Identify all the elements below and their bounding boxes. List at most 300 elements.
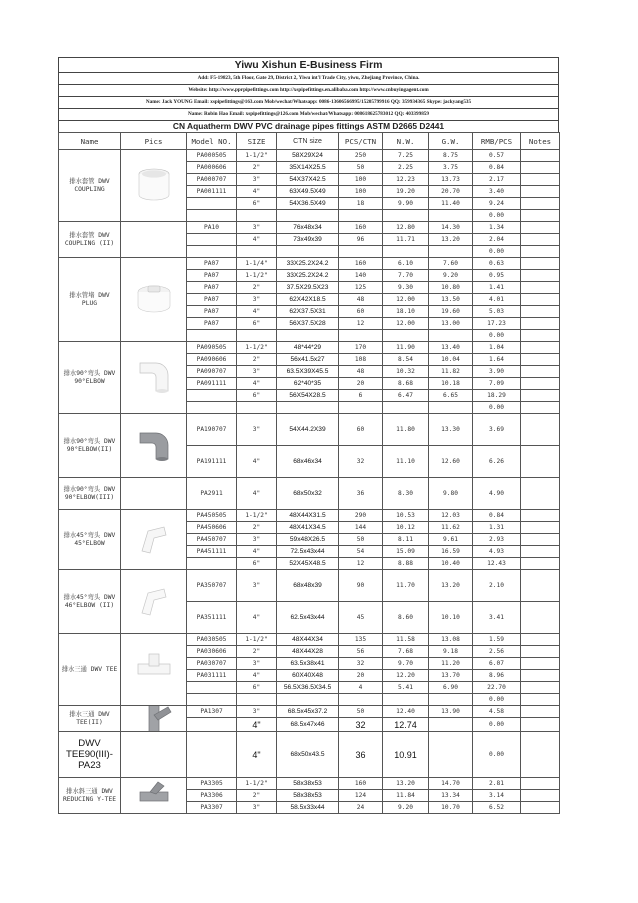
cell-nw: 9.30 [383,282,429,294]
cell-size: 4" [237,718,277,732]
cell-notes [521,446,560,478]
table-row [59,342,560,354]
cell-rmb: 7.09 [473,378,521,390]
cell-pcs: 290 [339,510,383,522]
cell-nw: 11.70 [383,570,429,602]
cell-rmb: 18.29 [473,390,521,402]
elbow-fitting-icon [134,357,174,399]
cell-ctn: 68x46x34 [277,446,339,478]
cell-rmb: 0.84 [473,510,521,522]
cell-size: 2" [237,354,277,366]
cell-pcs: 60 [339,414,383,446]
cell-pcs: 48 [339,366,383,378]
cell-nw: 11.71 [383,234,429,246]
product-name: 排水45°弯头 DWV 46°ELBOW (II) [59,570,121,634]
elbow45-fitting-icon [134,519,174,561]
cell-nw: 18.10 [383,306,429,318]
product-name: 排水45°弯头 DWV 45°ELBOW [59,510,121,570]
product-picture [121,732,187,778]
cell-rmb: 2.56 [473,646,521,658]
coupling-fitting-icon [134,167,174,205]
cell-nw: 6.47 [383,390,429,402]
cell-model [187,390,237,402]
cell-rmb: 0.00 [473,210,521,222]
cell-nw: 8.88 [383,558,429,570]
cell-nw: 10.32 [383,366,429,378]
elbow2-fitting-icon [134,425,174,467]
cell-size: 6" [237,390,277,402]
cell-model: PA000707 [187,174,237,186]
cell-pcs: 160 [339,778,383,790]
cell-pcs: 160 [339,258,383,270]
cell-size: 4" [237,478,277,510]
table-row [59,732,560,778]
cell-size: 3" [237,570,277,602]
cell-pcs: 124 [339,790,383,802]
cell-model: PA450505 [187,510,237,522]
cell-ctn: 54X37X42.5 [277,174,339,186]
cell-rmb: 3.41 [473,602,521,634]
cell-notes [521,694,560,706]
cell-notes [521,330,560,342]
cell-gw: 9.20 [429,270,473,282]
cell-rmb: 2.81 [473,778,521,790]
cell-gw: 13.34 [429,790,473,802]
cell-gw: 6.90 [429,682,473,694]
cell-nw [383,330,429,342]
cell-model: PA091111 [187,378,237,390]
cell-notes [521,186,560,198]
cell-gw: 13.40 [429,342,473,354]
cell-ctn: 60X40X48 [277,670,339,682]
cell-nw: 11.10 [383,446,429,478]
company-address: Add: F5-19823, 5th Floor, Gate 29, District 2, Yiwu int'l Trade City, yiwu, Zhejiang Province, China. [59,73,558,85]
cell-gw: 11.82 [429,366,473,378]
cell-nw: 12.80 [383,222,429,234]
cell-size: 6" [237,318,277,330]
cell-pcs: 36 [339,732,383,778]
cell-model: PA2911 [187,478,237,510]
cell-size [237,330,277,342]
cell-ctn: 58x38x53 [277,790,339,802]
cell-model [187,402,237,414]
cell-model: PA191111 [187,446,237,478]
cell-rmb: 17.23 [473,318,521,330]
cell-nw: 9.90 [383,198,429,210]
cell-rmb: 4.01 [473,294,521,306]
cell-size: 3" [237,414,277,446]
cell-pcs: 6 [339,390,383,402]
cell-rmb: 2.04 [473,234,521,246]
cell-gw: 11.40 [429,198,473,210]
cell-gw [429,246,473,258]
cell-rmb: 8.96 [473,670,521,682]
product-table [58,132,560,814]
cell-rmb: 6.26 [473,446,521,478]
cell-model: PA450707 [187,534,237,546]
cell-notes [521,306,560,318]
price-sheet [58,57,559,814]
cell-ctn: 48*44*29 [277,342,339,354]
col-gw-header: G.W. [429,133,473,150]
cell-ctn [277,210,339,222]
cell-gw: 9.80 [429,478,473,510]
cell-pcs: 135 [339,634,383,646]
cell-model: PA351111 [187,602,237,634]
cell-model [187,198,237,210]
cell-rmb: 0.00 [473,718,521,732]
cell-ctn [277,402,339,414]
contact-jack: Name: Jack YOUNG Email: xspipefittings@163.com Mob/wechat/Whatsapp: 0086-13606566995/15205799916 QQ: 359934365 Skype: jackyang535 [59,97,558,109]
cell-gw: 13.73 [429,174,473,186]
cell-pcs: 100 [339,186,383,198]
cell-nw: 15.09 [383,546,429,558]
col-name-header: Name [59,133,121,150]
cell-ctn: 56X54X28.5 [277,390,339,402]
product-picture [121,342,187,414]
cell-model [187,718,237,732]
cell-model: PA090606 [187,354,237,366]
cell-model: PA030505 [187,634,237,646]
cell-size [237,210,277,222]
cell-size: 3" [237,706,277,718]
cell-ctn: 59x48X26.5 [277,534,339,546]
cell-ctn: 56.5X36.5X34.5 [277,682,339,694]
cell-size: 3" [237,222,277,234]
cell-gw: 11.20 [429,658,473,670]
cell-gw: 13.20 [429,234,473,246]
cell-model: PA451111 [187,546,237,558]
cell-pcs: 12 [339,318,383,330]
cell-size: 4" [237,732,277,778]
cell-nw: 12.23 [383,174,429,186]
product-name: 排水套管 DWV COUPLING (II) [59,222,121,258]
cell-notes [521,402,560,414]
cell-notes [521,706,560,718]
cell-gw: 10.40 [429,558,473,570]
cell-nw: 10.12 [383,522,429,534]
cell-nw: 19.20 [383,186,429,198]
cell-notes [521,558,560,570]
cell-pcs: 54 [339,546,383,558]
cell-gw [429,210,473,222]
cell-notes [521,270,560,282]
cell-rmb: 3.69 [473,414,521,446]
cell-pcs: 160 [339,222,383,234]
cell-rmb: 2.17 [473,174,521,186]
cell-notes [521,174,560,186]
cell-nw: 11.58 [383,634,429,646]
col-notes-header: Notes [521,133,560,150]
product-picture [121,222,187,258]
cell-rmb: 0.63 [473,258,521,270]
col-pics-header: Pics [121,133,187,150]
cell-notes [521,390,560,402]
cell-ctn: 68x48x39 [277,570,339,602]
cell-rmb: 1.41 [473,282,521,294]
cell-notes [521,718,560,732]
cell-rmb: 1.31 [473,522,521,534]
cell-notes [521,294,560,306]
cell-model: PA07 [187,258,237,270]
product-picture [121,570,187,634]
cell-ctn: 63.5x38x41 [277,658,339,670]
cell-model: PA350707 [187,570,237,602]
col-nw-header: N.W. [383,133,429,150]
cell-notes [521,522,560,534]
cell-gw: 9.18 [429,646,473,658]
elbow45b-fitting-icon [134,581,174,623]
cell-pcs: 170 [339,342,383,354]
cell-nw: 6.10 [383,258,429,270]
cell-size: 2" [237,282,277,294]
cell-pcs [339,694,383,706]
col-ctn-header: CTN size [277,133,339,150]
cell-pcs: 90 [339,570,383,602]
product-name: 排水斜三通 DWV REDUCING Y-TEE [59,778,121,814]
product-picture [121,258,187,342]
cell-gw: 3.75 [429,162,473,174]
cell-ctn: 48X44X31.5 [277,510,339,522]
cell-nw: 5.41 [383,682,429,694]
cell-size: 3" [237,802,277,814]
cell-pcs: 50 [339,534,383,546]
cell-pcs: 48 [339,294,383,306]
cell-ctn: 33X25.2X24.2 [277,270,339,282]
cell-gw [429,402,473,414]
cell-pcs: 144 [339,522,383,534]
cell-nw [383,402,429,414]
cell-size: 2" [237,646,277,658]
cell-ctn: 58.5x33x44 [277,802,339,814]
product-picture [121,478,187,510]
cell-nw: 12.00 [383,318,429,330]
cell-nw: 11.90 [383,342,429,354]
cell-ctn: 52X45X48.5 [277,558,339,570]
cell-model [187,732,237,778]
product-picture [121,706,187,732]
cell-notes [521,790,560,802]
table-row [59,634,560,646]
cell-pcs: 50 [339,162,383,174]
cell-ctn: 68x50x32 [277,478,339,510]
cell-model: PA090505 [187,342,237,354]
cell-model [187,234,237,246]
table-header-row [59,133,560,150]
cell-rmb: 1.34 [473,222,521,234]
cell-pcs [339,210,383,222]
cell-notes [521,570,560,602]
cell-nw: 9.20 [383,802,429,814]
cell-notes [521,602,560,634]
cell-pcs: 45 [339,602,383,634]
cell-model: PA000606 [187,162,237,174]
cell-notes [521,414,560,446]
cell-nw: 2.25 [383,162,429,174]
cell-rmb: 0.84 [473,162,521,174]
cell-gw: 8.75 [429,150,473,162]
cell-rmb: 1.04 [473,342,521,354]
cell-notes [521,802,560,814]
cell-gw: 10.70 [429,802,473,814]
cell-nw: 10.91 [383,732,429,778]
cell-ctn: 73x49x39 [277,234,339,246]
cell-size: 6" [237,558,277,570]
cell-notes [521,634,560,646]
product-picture [121,510,187,570]
cell-size [237,402,277,414]
cell-model: PA450606 [187,522,237,534]
cell-size: 4" [237,378,277,390]
cell-ctn: 63.5X39X45.5 [277,366,339,378]
cell-ctn [277,694,339,706]
cell-pcs: 4 [339,682,383,694]
cell-rmb: 1.64 [473,354,521,366]
cell-ctn: 48X41X34.5 [277,522,339,534]
table-row [59,478,560,510]
cell-gw [429,732,473,778]
cell-ctn: 62X37.5X31 [277,306,339,318]
table-row [59,778,560,790]
cell-nw: 12.74 [383,718,429,732]
product-name: 排水90°弯头 DWV 90°ELBOW(II) [59,414,121,478]
cell-notes [521,162,560,174]
cell-model: PA000505 [187,150,237,162]
table-row [59,258,560,270]
cell-size: 1-1/4" [237,258,277,270]
table-row [59,706,560,718]
product-picture [121,150,187,222]
company-title: Yiwu Xishun E-Business Firm [59,58,558,73]
cell-size: 2" [237,790,277,802]
cell-size: 4" [237,306,277,318]
cell-nw: 8.11 [383,534,429,546]
cell-gw: 19.60 [429,306,473,318]
cell-notes [521,778,560,790]
product-name: 排水三通 DWV TEE [59,634,121,706]
cell-ctn: 72.5x43x44 [277,546,339,558]
cell-model: PA3306 [187,790,237,802]
cell-model: PA07 [187,270,237,282]
cell-size: 1-1/2" [237,778,277,790]
cell-model: PA001111 [187,186,237,198]
cell-model: PA190707 [187,414,237,446]
cell-ctn: 68.5x47x46 [277,718,339,732]
cell-ctn: 63X49.5X49 [277,186,339,198]
cell-rmb: 6.52 [473,802,521,814]
product-name: 排水90°弯头 DWV 90°ELBOW(III) [59,478,121,510]
cell-nw: 11.84 [383,790,429,802]
cell-nw: 13.20 [383,778,429,790]
cell-rmb: 4.93 [473,546,521,558]
cell-rmb: 3.14 [473,790,521,802]
product-picture [121,634,187,706]
cell-pcs: 140 [339,270,383,282]
cell-notes [521,222,560,234]
cell-gw [429,694,473,706]
cell-nw: 8.30 [383,478,429,510]
cell-pcs: 250 [339,150,383,162]
cell-notes [521,646,560,658]
cell-size [237,694,277,706]
cell-model [187,330,237,342]
cell-notes [521,318,560,330]
cell-gw: 10.04 [429,354,473,366]
cell-size [237,246,277,258]
product-name: 排水90°弯头 DWV 90°ELBOW [59,342,121,414]
cell-size: 1-1/2" [237,270,277,282]
cell-gw: 11.62 [429,522,473,534]
product-name: 排水三通 DWV TEE(II) [59,706,121,732]
cell-gw: 12.60 [429,446,473,478]
cell-size: 6" [237,198,277,210]
cell-notes [521,150,560,162]
cell-size: 3" [237,658,277,670]
product-name: DWV TEE90(III)-PA23 [59,732,121,778]
cell-model: PA3307 [187,802,237,814]
cell-gw: 7.60 [429,258,473,270]
cell-notes [521,682,560,694]
col-size-header: SIZE [237,133,277,150]
cell-pcs: 108 [339,354,383,366]
cell-nw: 10.53 [383,510,429,522]
cell-rmb: 4.90 [473,478,521,510]
cell-notes [521,534,560,546]
cell-rmb: 2.93 [473,534,521,546]
cell-gw: 13.20 [429,570,473,602]
cell-ctn: 62.5x43x44 [277,602,339,634]
col-model-header: Model NO. [187,133,237,150]
tee2-fitting-icon [134,706,174,732]
cell-rmb: 1.59 [473,634,521,646]
ytee-fitting-icon [134,780,174,812]
cell-nw: 7.70 [383,270,429,282]
cell-pcs [339,330,383,342]
cell-rmb: 0.00 [473,330,521,342]
cell-gw: 9.61 [429,534,473,546]
cell-ctn: 68x50x43.5 [277,732,339,778]
company-website: Website: http://www.pprpipefittings.com http://xspipefittings.en.alibaba.com http://www.cnbuyingagent.com [59,85,558,97]
product-picture [121,414,187,478]
cell-size: 4" [237,234,277,246]
cell-ctn: 37.5X29.5X23 [277,282,339,294]
cell-ctn: 48X44X34 [277,634,339,646]
cell-pcs [339,246,383,258]
cell-gw: 10.10 [429,602,473,634]
cell-gw: 13.30 [429,414,473,446]
cell-notes [521,234,560,246]
cell-notes [521,546,560,558]
cell-rmb: 0.00 [473,246,521,258]
cell-nw: 7.68 [383,646,429,658]
cell-nw: 12.20 [383,670,429,682]
cell-ctn: 56x41.5x27 [277,354,339,366]
cell-notes [521,670,560,682]
cell-nw: 12.00 [383,294,429,306]
cell-ctn: 33X25.2X24.2 [277,258,339,270]
cell-model: PA1307 [187,706,237,718]
cell-pcs: 32 [339,446,383,478]
cell-pcs: 50 [339,706,383,718]
contact-robin: Name: Robin Hao Email: xspipefittings@126.com Mob/wechat/Whatsapp: 008618625783012 QQ: 403399859 [59,109,558,121]
table-row [59,150,560,162]
cell-nw [383,246,429,258]
cell-nw: 12.40 [383,706,429,718]
cell-gw: 13.08 [429,634,473,646]
cell-gw [429,330,473,342]
cell-model: PA3305 [187,778,237,790]
cell-size: 1-1/2" [237,634,277,646]
